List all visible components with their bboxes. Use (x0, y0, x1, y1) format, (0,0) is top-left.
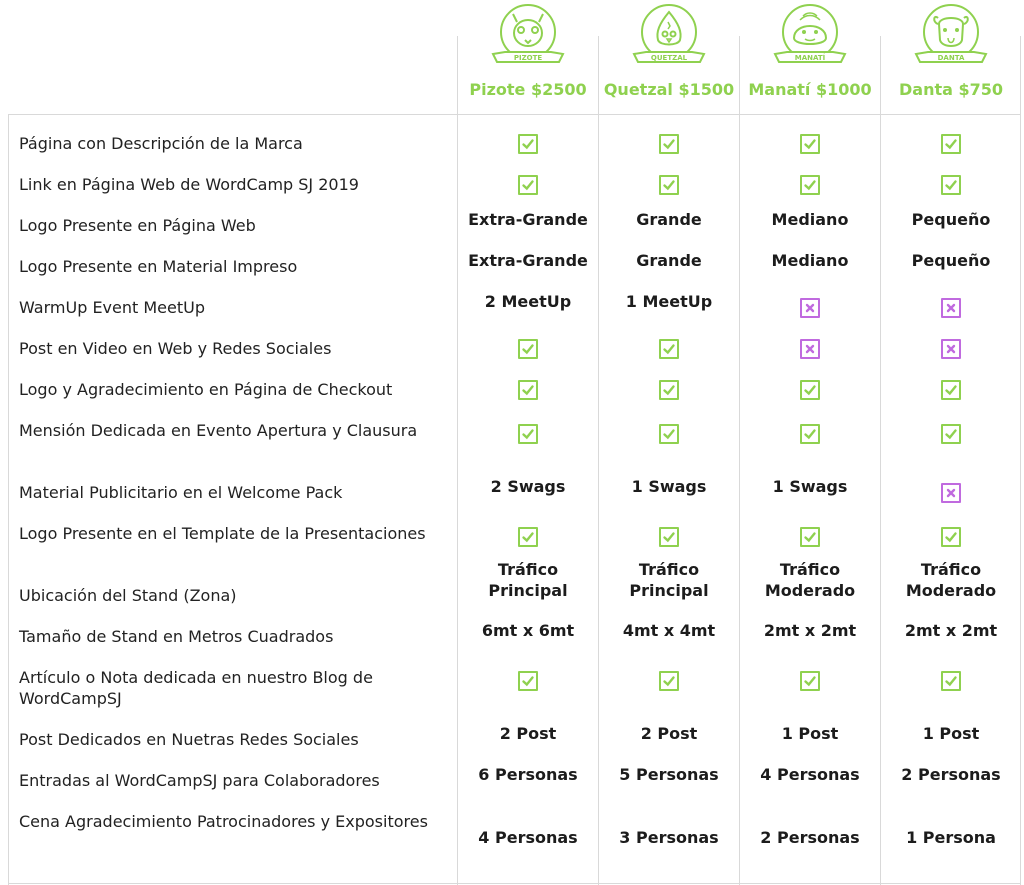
benefit-label: Post en Video en Web y Redes Sociales (19, 339, 332, 358)
benefit-value-danta: 1 Persona (906, 828, 996, 847)
benefit-value-pizote: 4 Personas (478, 828, 578, 847)
check-icon (518, 527, 538, 547)
benefit-value-quetzal: Grande (636, 251, 702, 270)
benefit-value-quetzal: Tráfico Principal (629, 560, 709, 600)
benefit-label: Link en Página Web de WordCamp SJ 2019 (19, 175, 359, 194)
danta-badge-text: DANTA (937, 54, 965, 62)
benefit-value-pizote (458, 525, 598, 547)
benefit-value-manati: Mediano (771, 251, 849, 270)
benefit-value-manati (740, 173, 880, 195)
benefit-value-quetzal: 1 Swags (631, 477, 707, 496)
benefit-value-pizote: Extra-Grande (468, 251, 588, 270)
check-icon (800, 424, 820, 444)
cross-icon (800, 339, 820, 359)
check-icon (659, 380, 679, 400)
benefit-value-quetzal (599, 669, 739, 691)
benefit-value-danta (881, 173, 1021, 195)
benefit-value-manati (740, 296, 880, 318)
check-icon (518, 380, 538, 400)
benefit-value-danta: 1 Post (922, 724, 980, 743)
benefit-value-pizote: 6 Personas (478, 765, 578, 784)
benefit-value-manati (740, 132, 880, 154)
benefit-label: Tamaño de Stand en Metros Cuadrados (19, 627, 334, 646)
benefit-label: Post Dedicados en Nuetras Redes Sociales (19, 730, 359, 749)
check-icon (659, 527, 679, 547)
check-icon (800, 175, 820, 195)
benefit-value-danta (881, 669, 1021, 691)
benefit-value-manati (740, 337, 880, 359)
benefit-value-quetzal: 2 Post (640, 724, 698, 743)
benefit-value-manati (740, 422, 880, 444)
table-border-bottom (8, 883, 1021, 884)
danta-badge-icon (908, 2, 994, 74)
benefit-value-danta: Tráfico Moderado (905, 560, 997, 600)
benefit-label: Mensión Dedicada en Evento Apertura y Clausura (19, 421, 418, 440)
benefit-value-manati: Tráfico Moderado (764, 560, 856, 600)
benefit-value-danta (881, 132, 1021, 154)
tier-header-manati (740, 0, 880, 112)
benefit-label: Logo Presente en Material Impreso (19, 257, 298, 276)
benefit-value-pizote (458, 132, 598, 154)
benefit-value-quetzal: 3 Personas (619, 828, 719, 847)
check-icon (518, 339, 538, 359)
benefit-value-manati: 2mt x 2mt (763, 621, 857, 640)
benefit-value-quetzal (599, 132, 739, 154)
table-border-left (8, 114, 9, 885)
benefit-value-pizote: 2 MeetUp (484, 292, 572, 311)
check-icon (800, 527, 820, 547)
check-icon (659, 134, 679, 154)
pizote-badge-icon (485, 2, 571, 74)
benefit-value-quetzal: 1 MeetUp (625, 292, 713, 311)
check-icon (800, 380, 820, 400)
manati-badge-icon (767, 2, 853, 74)
tier-header-pizote (458, 0, 598, 112)
check-icon (518, 134, 538, 154)
benefit-value-quetzal (599, 378, 739, 400)
cross-icon (941, 339, 961, 359)
benefit-value-pizote: Extra-Grande (468, 210, 588, 229)
cross-icon (800, 298, 820, 318)
benefit-value-pizote (458, 173, 598, 195)
benefit-value-quetzal (599, 525, 739, 547)
tier-header-danta (881, 0, 1021, 112)
benefit-value-danta (881, 337, 1021, 359)
benefit-value-danta (881, 378, 1021, 400)
check-icon (659, 671, 679, 691)
check-icon (941, 424, 961, 444)
quetzal-badge-text: QUETZAL (650, 54, 688, 62)
benefit-label: Artículo o Nota dedicada en nuestro Blog de WordCampSJ (19, 668, 373, 708)
benefit-value-manati (740, 378, 880, 400)
benefit-value-manati (740, 669, 880, 691)
manati-badge-text: MANATÍ (794, 54, 826, 62)
benefit-value-quetzal: 4mt x 4mt (622, 621, 716, 640)
benefit-value-pizote (458, 669, 598, 691)
benefit-value-pizote (458, 378, 598, 400)
benefit-value-pizote (458, 422, 598, 444)
check-icon (941, 380, 961, 400)
tier-price-manati: Manatí $1000 (748, 80, 872, 99)
column-divider (880, 36, 881, 885)
benefit-value-manati: Mediano (771, 210, 849, 229)
benefit-label: Ubicación del Stand (Zona) (19, 586, 237, 605)
benefit-value-pizote (458, 337, 598, 359)
benefit-value-danta (881, 422, 1021, 444)
benefit-value-danta: Pequeño (911, 210, 991, 229)
benefit-label: Material Publicitario en el Welcome Pack (19, 483, 343, 502)
check-icon (941, 671, 961, 691)
benefit-value-quetzal: Grande (636, 210, 702, 229)
benefit-value-danta (881, 296, 1021, 318)
cross-icon (941, 298, 961, 318)
benefit-value-quetzal: 5 Personas (619, 765, 719, 784)
column-divider (598, 36, 599, 885)
benefit-value-quetzal (599, 422, 739, 444)
column-divider (739, 36, 740, 885)
benefit-label: Logo y Agradecimiento en Página de Checkout (19, 380, 393, 399)
benefit-value-quetzal (599, 337, 739, 359)
benefit-value-pizote: 6mt x 6mt (481, 621, 575, 640)
benefit-label: Entradas al WordCampSJ para Colaboradores (19, 771, 380, 790)
benefit-value-pizote: 2 Swags (490, 477, 566, 496)
pizote-badge-text: PIZOTE (513, 54, 543, 62)
benefit-value-danta: Pequeño (911, 251, 991, 270)
benefit-label: Logo Presente en Página Web (19, 216, 256, 235)
benefit-value-manati: 1 Swags (772, 477, 848, 496)
check-icon (800, 671, 820, 691)
check-icon (659, 175, 679, 195)
benefit-value-danta (881, 481, 1021, 503)
benefit-label: Cena Agradecimiento Patrocinadores y Expositores (19, 812, 428, 831)
benefit-label: Página con Descripción de la Marca (19, 134, 303, 153)
benefit-value-danta (881, 525, 1021, 547)
tier-price-pizote: Pizote $2500 (469, 80, 587, 99)
table-border-right (1020, 36, 1021, 885)
tier-price-danta: Danta $750 (898, 80, 1003, 99)
quetzal-badge-icon (626, 2, 712, 74)
tier-price-quetzal: Quetzal $1500 (603, 80, 735, 99)
check-icon (518, 671, 538, 691)
benefit-label: Logo Presente en el Template de la Presentaciones (19, 524, 426, 543)
check-icon (941, 175, 961, 195)
benefit-value-quetzal (599, 173, 739, 195)
benefit-label: WarmUp Event MeetUp (19, 298, 205, 317)
benefit-value-danta: 2 Personas (901, 765, 1001, 784)
check-icon (659, 339, 679, 359)
check-icon (659, 424, 679, 444)
cross-icon (941, 483, 961, 503)
header-divider (8, 114, 1021, 115)
benefit-value-manati: 2 Personas (760, 828, 860, 847)
benefit-value-danta: 2mt x 2mt (904, 621, 998, 640)
column-divider (457, 36, 458, 885)
tier-header-quetzal (599, 0, 739, 112)
benefit-value-pizote: 2 Post (499, 724, 557, 743)
check-icon (518, 424, 538, 444)
benefit-value-manati (740, 525, 880, 547)
check-icon (941, 527, 961, 547)
benefit-value-pizote: Tráfico Principal (488, 560, 568, 600)
benefit-value-manati: 1 Post (781, 724, 839, 743)
check-icon (518, 175, 538, 195)
check-icon (941, 134, 961, 154)
benefit-value-manati: 4 Personas (760, 765, 860, 784)
check-icon (800, 134, 820, 154)
